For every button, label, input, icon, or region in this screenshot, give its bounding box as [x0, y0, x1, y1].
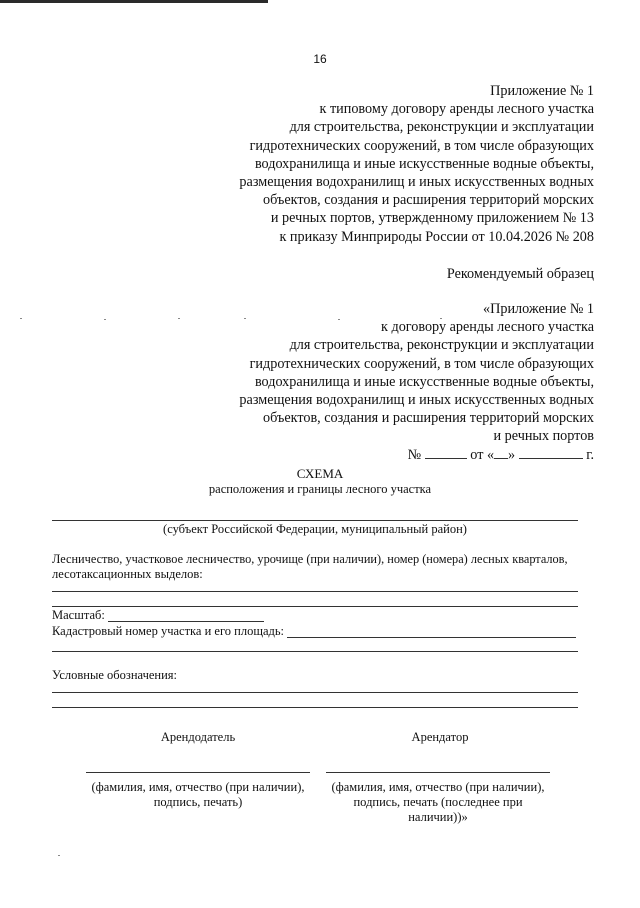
scan-speck — [338, 319, 340, 320]
inner-appendix-line: «Приложение № 1 — [483, 301, 594, 317]
appendix-header-line: объектов, создания и расширения территорий морских — [263, 192, 594, 209]
inner-appendix-line: гидротехнических сооружений, в том числе образующих — [249, 355, 594, 372]
appendix-header-line: Приложение № 1 — [490, 83, 594, 99]
date-quote-close: » — [508, 446, 516, 463]
legend-blank-line-2 — [52, 707, 578, 708]
scheme-subtitle: расположения и границы лесного участка — [208, 482, 432, 496]
inner-appendix-line: для строительства, реконструкции и эксплуатации — [289, 337, 594, 354]
year-suffix: г. — [586, 446, 594, 463]
lessee-caption-line: (фамилия, имя, отчество (при наличии), — [331, 780, 545, 794]
forestry-blank-line-1 — [52, 591, 578, 592]
appendix-header-line: для строительства, реконструкции и эксплуатации — [289, 119, 594, 136]
lessor-caption-line: (фамилия, имя, отчество (при наличии), — [91, 780, 305, 794]
scan-speck — [20, 318, 22, 319]
appendix-header-line: гидротехнических сооружений, в том числе образующих — [249, 137, 594, 154]
lessee-signature-line — [326, 772, 550, 773]
subject-blank-line — [52, 520, 578, 521]
scan-speck — [440, 318, 442, 319]
appendix-header-line: к приказу Минприроды России от 10.04.2026 № 208 — [279, 228, 594, 245]
lessee-caption-line: наличии))» — [408, 810, 468, 824]
inner-appendix-line: водохранилища и иные искусственные водные объекты, — [254, 373, 594, 390]
cadastral-blank-line — [287, 637, 576, 638]
month-blank — [519, 447, 583, 459]
lessor-title: Арендодатель — [160, 730, 236, 744]
appendix-header-line: и речных портов, утвержденному приложением № 13 — [270, 210, 594, 227]
agreement-number-date-line — [239, 446, 594, 464]
scale-label: Масштаб: — [52, 608, 105, 622]
cadastral-label: Кадастровый номер участка и его площадь: — [52, 624, 285, 638]
lessor-signature-line — [86, 772, 310, 773]
forestry-label-line2: лесотаксационных выделов: — [52, 567, 203, 581]
scheme-title: СХЕМА — [296, 466, 344, 481]
lessor-caption-line: подпись, печать) — [153, 795, 243, 809]
date-from-label: от « — [470, 446, 495, 463]
number-prefix: № — [407, 446, 422, 463]
legend-blank-line-1 — [52, 692, 578, 693]
day-blank — [494, 447, 508, 459]
inner-appendix-line: к договору аренды лесного участка — [381, 319, 594, 336]
lessee-caption-line: подпись, печать (последнее при — [353, 795, 523, 809]
appendix-header — [239, 82, 594, 246]
legend-label: Условные обозначения: — [52, 668, 178, 682]
forestry-blank-line-2 — [52, 606, 578, 607]
cadastral-blank-line-2 — [52, 651, 578, 652]
lessee-caption — [320, 780, 556, 825]
scan-speck — [244, 318, 246, 319]
inner-appendix-line: и речных портов — [493, 428, 594, 445]
recommended-sample-label: Рекомендуемый образец — [446, 266, 594, 282]
appendix-header-line: размещения водохранилищ и иных искусственных водных — [239, 174, 594, 191]
appendix-header-line: водохранилища и иные искусственные водные объекты, — [254, 155, 594, 172]
scan-speck — [58, 855, 60, 856]
scale-blank-line — [108, 621, 264, 622]
inner-appendix — [239, 300, 594, 464]
inner-appendix-line: объектов, создания и расширения территорий морских — [263, 410, 594, 427]
page-number: 16 — [313, 52, 327, 66]
lessor-caption — [80, 780, 316, 810]
appendix-header-line: к типовому договору аренды лесного участка — [319, 101, 594, 118]
scan-speck — [104, 319, 106, 320]
scan-edge-mark — [0, 0, 268, 3]
scan-speck — [178, 318, 180, 319]
lessee-title: Арендатор — [411, 730, 469, 744]
agreement-number-blank — [425, 447, 467, 459]
forestry-label-line1: Лесничество, участковое лесничество, урочище (при наличии), номер (номера) лесных кварталов, — [52, 552, 568, 566]
subject-caption: (субъект Российской Федерации, муниципальный район) — [163, 522, 467, 536]
inner-appendix-line: размещения водохранилищ и иных искусственных водных — [239, 392, 594, 409]
